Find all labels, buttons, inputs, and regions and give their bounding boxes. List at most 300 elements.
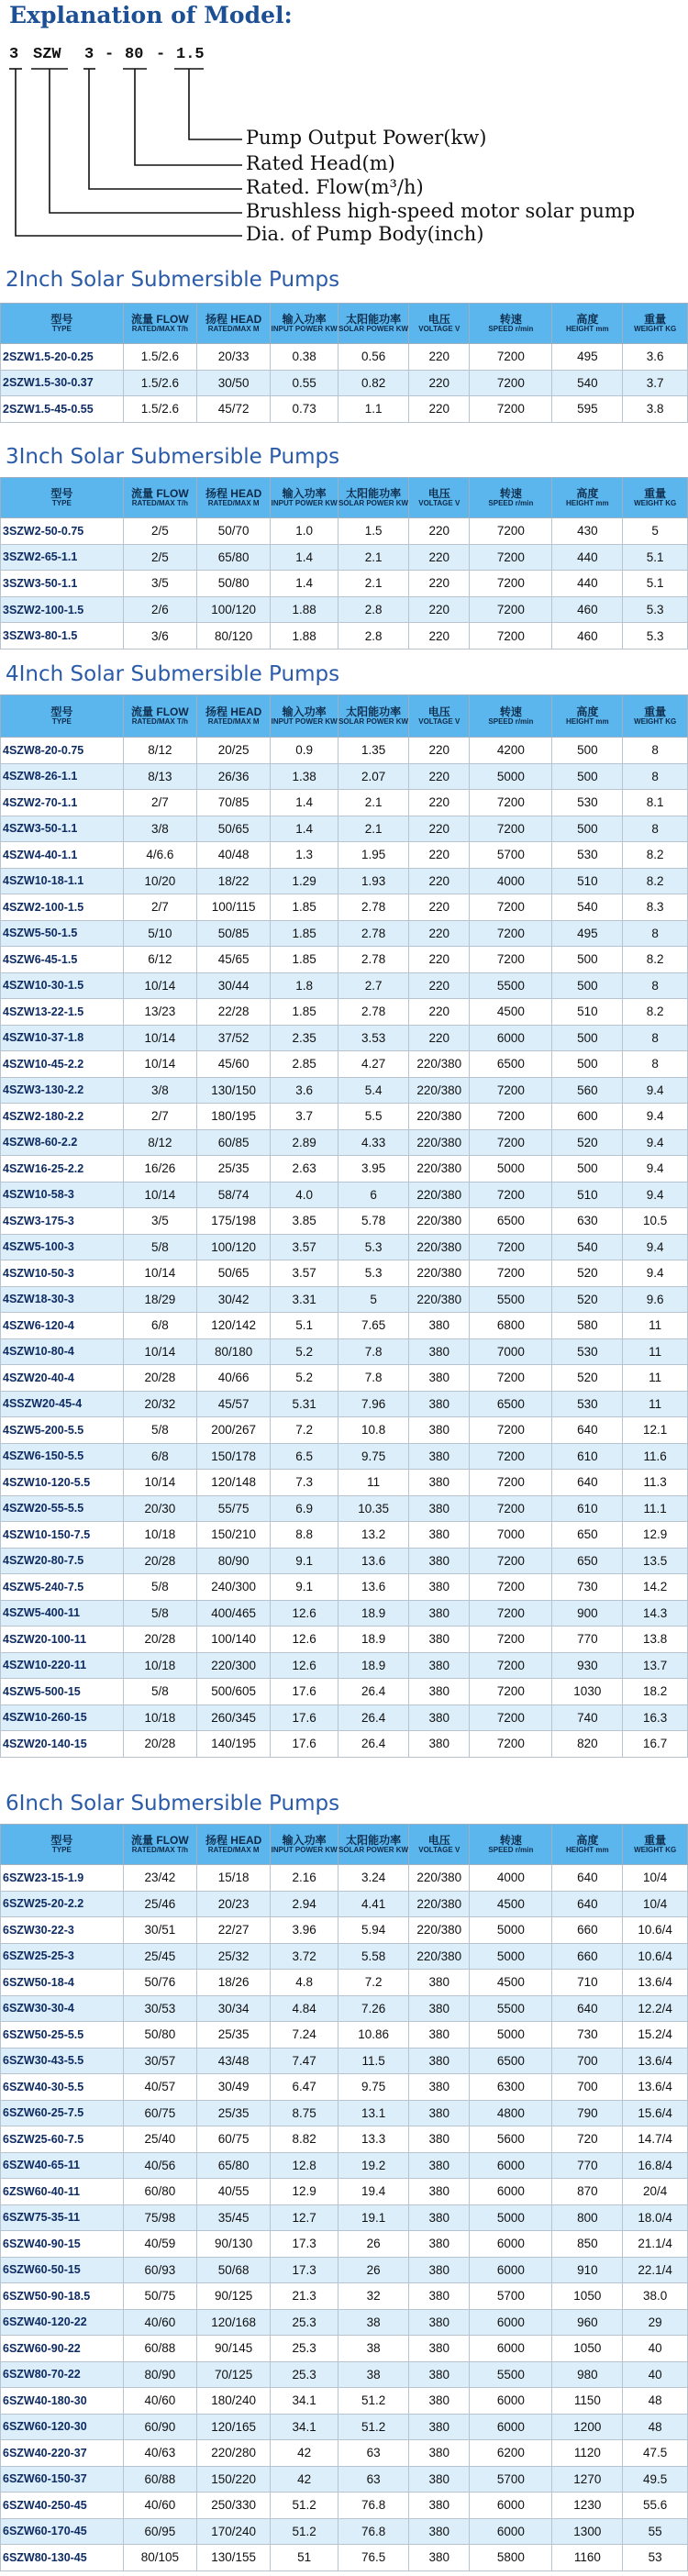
voltage-cell: 220 <box>409 816 470 842</box>
header-en-label: TYPE <box>51 716 72 726</box>
header-cn-label: 输入功率 <box>282 705 327 718</box>
solar-power-cell: 2.78 <box>338 999 409 1026</box>
flow-cell: 40/60 <box>123 2493 196 2519</box>
flow-cell: 50/76 <box>123 1970 196 1996</box>
speed-cell: 4200 <box>470 738 552 764</box>
header-cn-label: 输入功率 <box>282 1834 327 1847</box>
legend-power: Pump Output Power(kw) <box>246 127 487 149</box>
voltage-cell: 380 <box>409 2414 470 2440</box>
weight-cell: 11 <box>623 1338 688 1365</box>
table-row <box>1 2361 688 2388</box>
height-cell: 430 <box>552 518 623 545</box>
header-cn-label: 重量 <box>644 705 667 718</box>
voltage-cell: 220 <box>409 623 470 650</box>
table-row <box>1 2309 688 2336</box>
voltage-cell: 380 <box>409 2257 470 2283</box>
table-row <box>1 2126 688 2153</box>
header-cn-label: 电压 <box>427 313 450 326</box>
weight-cell: 40 <box>623 2361 688 2388</box>
height-cell: 600 <box>552 1104 623 1130</box>
head-cell: 100/120 <box>197 596 271 623</box>
head-cell: 40/48 <box>197 842 271 869</box>
input-power-cell: 2.89 <box>271 1129 338 1156</box>
column-header-flow <box>123 1825 196 1865</box>
solar-power-cell: 5.3 <box>338 1260 409 1287</box>
speed-cell: 7200 <box>470 790 552 816</box>
speed-cell: 7200 <box>470 1627 552 1653</box>
voltage-cell: 220 <box>409 763 470 790</box>
header-cn-label: 流量 FLOW <box>131 1834 189 1847</box>
height-cell: 720 <box>552 2126 623 2153</box>
speed-cell: 7200 <box>470 1365 552 1392</box>
weight-cell: 5.1 <box>623 571 688 597</box>
input-power-cell: 17.6 <box>271 1704 338 1731</box>
voltage-cell: 220/380 <box>409 1208 470 1235</box>
speed-cell: 5600 <box>470 2126 552 2153</box>
code-head: 80 <box>125 46 144 63</box>
solar-power-cell: 7.65 <box>338 1313 409 1339</box>
model-cell: 6SZW50-25-5.5 <box>1 2022 124 2049</box>
flow-cell: 10/18 <box>123 1704 196 1731</box>
height-cell: 700 <box>552 2074 623 2101</box>
input-power-cell: 0.55 <box>271 370 338 396</box>
voltage-cell: 380 <box>409 1443 470 1470</box>
input-power-cell: 3.31 <box>271 1286 338 1313</box>
column-header-voltage <box>409 1825 470 1865</box>
column-header-voltage <box>409 695 470 738</box>
speed-cell: 6000 <box>470 1025 552 1051</box>
input-power-cell: 5.31 <box>271 1391 338 1417</box>
flow-cell: 40/60 <box>123 2309 196 2336</box>
model-cell: 4SZW2-100-1.5 <box>1 894 124 921</box>
voltage-cell: 380 <box>409 2204 470 2231</box>
solar-power-cell: 3.95 <box>338 1156 409 1183</box>
column-header-input-power <box>271 695 338 738</box>
table-row <box>1 2414 688 2440</box>
speed-cell: 6000 <box>470 2309 552 2336</box>
height-cell: 1270 <box>552 2466 623 2493</box>
height-cell: 660 <box>552 1943 623 1970</box>
height-cell: 710 <box>552 1970 623 1996</box>
solar-power-cell: 38 <box>338 2309 409 2336</box>
model-cell: 4SZW5-500-15 <box>1 1679 124 1705</box>
code-dash: - <box>105 46 115 63</box>
voltage-cell: 220 <box>409 518 470 545</box>
model-cell: 6SZW40-65-11 <box>1 2152 124 2179</box>
weight-cell: 9.4 <box>623 1260 688 1287</box>
model-cell: 4SZW5-100-3 <box>1 1234 124 1260</box>
speed-cell: 7200 <box>470 947 552 973</box>
speed-cell: 4000 <box>470 1865 552 1892</box>
solar-power-cell: 13.3 <box>338 2126 409 2153</box>
solar-power-cell: 18.9 <box>338 1600 409 1627</box>
table-row <box>1 790 688 816</box>
header-cn-label: 扬程 HEAD <box>205 705 262 718</box>
column-header-type <box>1 695 124 738</box>
weight-cell: 55 <box>623 2518 688 2545</box>
model-cell: 6SZW50-90-18.5 <box>1 2283 124 2310</box>
head-cell: 120/142 <box>197 1313 271 1339</box>
table-row <box>1 1104 688 1130</box>
flow-cell: 80/90 <box>123 2361 196 2388</box>
height-cell: 520 <box>552 1129 623 1156</box>
height-cell: 1200 <box>552 2414 623 2440</box>
head-cell: 30/42 <box>197 1286 271 1313</box>
solar-power-cell: 26 <box>338 2231 409 2258</box>
column-header-type <box>1 478 124 518</box>
head-cell: 65/80 <box>197 544 271 571</box>
solar-power-cell: 26.4 <box>338 1704 409 1731</box>
input-power-cell: 3.6 <box>271 1077 338 1104</box>
table-row <box>1 2231 688 2258</box>
head-cell: 140/195 <box>197 1731 271 1758</box>
table-row <box>1 1443 688 1470</box>
solar-power-cell: 10.86 <box>338 2022 409 2049</box>
head-cell: 70/125 <box>197 2361 271 2388</box>
weight-cell: 12.1 <box>623 1417 688 1444</box>
table-row <box>1 1704 688 1731</box>
input-power-cell: 4.8 <box>271 1970 338 1996</box>
head-cell: 100/140 <box>197 1627 271 1653</box>
model-cell: 4SZW20-140-15 <box>1 1731 124 1758</box>
weight-cell: 9.6 <box>623 1286 688 1313</box>
voltage-cell: 380 <box>409 1391 470 1417</box>
flow-cell: 5/8 <box>123 1234 196 1260</box>
solar-power-cell: 13.6 <box>338 1574 409 1601</box>
header-en-label: TYPE <box>51 498 72 507</box>
height-cell: 980 <box>552 2361 623 2388</box>
header-en-label: RATED/MAX M <box>207 1845 260 1854</box>
flow-cell: 5/8 <box>123 1600 196 1627</box>
speed-cell: 7000 <box>470 1522 552 1549</box>
head-cell: 40/66 <box>197 1365 271 1392</box>
flow-cell: 20/28 <box>123 1365 196 1392</box>
input-power-cell: 42 <box>271 2466 338 2493</box>
header-cn-label: 型号 <box>50 313 73 326</box>
header-cn-label: 高度 <box>576 313 599 326</box>
section-title: 4Inch Solar Submersible Pumps <box>6 662 340 686</box>
speed-cell: 7200 <box>470 544 552 571</box>
input-power-cell: 17.3 <box>271 2257 338 2283</box>
voltage-cell: 380 <box>409 2126 470 2153</box>
input-power-cell: 1.4 <box>271 790 338 816</box>
flow-cell: 20/28 <box>123 1548 196 1574</box>
flow-cell: 10/18 <box>123 1522 196 1549</box>
voltage-cell: 380 <box>409 2466 470 2493</box>
flow-cell: 40/57 <box>123 2074 196 2101</box>
input-power-cell: 3.7 <box>271 1104 338 1130</box>
header-cn-label: 高度 <box>576 705 599 718</box>
flow-cell: 60/90 <box>123 2414 196 2440</box>
header-cn-label: 电压 <box>427 1834 450 1847</box>
flow-cell: 40/59 <box>123 2231 196 2258</box>
header-en-label: HEIGHT mm <box>565 1845 609 1854</box>
solar-power-cell: 2.78 <box>338 920 409 947</box>
voltage-cell: 220/380 <box>409 1943 470 1970</box>
height-cell: 540 <box>552 370 623 396</box>
flow-cell: 80/105 <box>123 2545 196 2571</box>
table-row <box>1 2518 688 2545</box>
model-cell: 4SZW3-50-1.1 <box>1 816 124 842</box>
voltage-cell: 380 <box>409 1627 470 1653</box>
model-cell: 4SZW3-130-2.2 <box>1 1077 124 1104</box>
input-power-cell: 8.8 <box>271 1522 338 1549</box>
solar-power-cell: 32 <box>338 2283 409 2310</box>
column-header-height <box>552 695 623 738</box>
table-row <box>1 1286 688 1313</box>
input-power-cell: 1.38 <box>271 763 338 790</box>
speed-cell: 5000 <box>470 763 552 790</box>
weight-cell: 3.6 <box>623 344 688 371</box>
speed-cell: 5500 <box>470 1286 552 1313</box>
weight-cell: 49.5 <box>623 2466 688 2493</box>
table-row <box>1 1574 688 1601</box>
table-row <box>1 1995 688 2022</box>
speed-cell: 7000 <box>470 1338 552 1365</box>
model-cell: 6SZW30-22-3 <box>1 1917 124 1944</box>
table-row <box>1 2336 688 2362</box>
height-cell: 530 <box>552 790 623 816</box>
speed-cell: 7200 <box>470 518 552 545</box>
weight-cell: 13.5 <box>623 1548 688 1574</box>
height-cell: 595 <box>552 396 623 423</box>
column-header-voltage <box>409 304 470 344</box>
model-cell: 6SZW25-60-7.5 <box>1 2126 124 2153</box>
table-row <box>1 920 688 947</box>
speed-cell: 5500 <box>470 1995 552 2022</box>
model-cell: 6SZW75-35-11 <box>1 2204 124 2231</box>
section-title: 2Inch Solar Submersible Pumps <box>6 268 340 292</box>
column-header-head <box>197 1825 271 1865</box>
height-cell: 530 <box>552 842 623 869</box>
speed-cell: 7200 <box>470 1417 552 1444</box>
table-row <box>1 596 688 623</box>
speed-cell: 7200 <box>470 623 552 650</box>
input-power-cell: 42 <box>271 2440 338 2467</box>
voltage-cell: 220 <box>409 947 470 973</box>
input-power-cell: 17.6 <box>271 1731 338 1758</box>
solar-power-cell: 19.1 <box>338 2204 409 2231</box>
model-cell: 4SZW10-30-1.5 <box>1 972 124 999</box>
header-en-label: INPUT POWER KW <box>271 716 338 726</box>
input-power-cell: 9.1 <box>271 1574 338 1601</box>
speed-cell: 6000 <box>470 2493 552 2519</box>
solar-power-cell: 10.35 <box>338 1495 409 1522</box>
code-series: SZW <box>33 46 61 63</box>
solar-power-cell: 18.9 <box>338 1627 409 1653</box>
speed-cell: 5700 <box>470 2283 552 2310</box>
table-row <box>1 1156 688 1183</box>
model-cell: 4SZW10-18-1.1 <box>1 868 124 894</box>
speed-cell: 6000 <box>470 2518 552 2545</box>
solar-power-cell: 38 <box>338 2336 409 2362</box>
speed-cell: 7200 <box>470 1679 552 1705</box>
header-en-label: RATED/MAX M <box>207 498 260 507</box>
height-cell: 770 <box>552 2152 623 2179</box>
solar-power-cell: 5.78 <box>338 1208 409 1235</box>
weight-cell: 8.2 <box>623 999 688 1026</box>
speed-cell: 6200 <box>470 2440 552 2467</box>
table-row <box>1 544 688 571</box>
legend-flow: Rated. Flow(m³/h) <box>246 176 424 198</box>
input-power-cell: 3.57 <box>271 1234 338 1260</box>
speed-cell: 5000 <box>470 1943 552 1970</box>
table-row <box>1 344 688 371</box>
input-power-cell: 12.6 <box>271 1627 338 1653</box>
flow-cell: 60/75 <box>123 2100 196 2126</box>
input-power-cell: 0.73 <box>271 396 338 423</box>
table-row <box>1 842 688 869</box>
weight-cell: 8 <box>623 816 688 842</box>
weight-cell: 11 <box>623 1365 688 1392</box>
voltage-cell: 220/380 <box>409 1182 470 1208</box>
weight-cell: 10.6/4 <box>623 1943 688 1970</box>
header-cn-label: 流量 FLOW <box>131 705 189 718</box>
table-row <box>1 1600 688 1627</box>
voltage-cell: 380 <box>409 1495 470 1522</box>
input-power-cell: 1.4 <box>271 571 338 597</box>
speed-cell: 7200 <box>470 344 552 371</box>
speed-cell: 7200 <box>470 370 552 396</box>
flow-cell: 23/42 <box>123 1865 196 1892</box>
table-row <box>1 1495 688 1522</box>
solar-power-cell: 9.75 <box>338 1443 409 1470</box>
head-cell: 35/45 <box>197 2204 271 2231</box>
column-header-solar-power <box>338 304 409 344</box>
speed-cell: 5500 <box>470 972 552 999</box>
weight-cell: 48 <box>623 2414 688 2440</box>
solar-power-cell: 4.41 <box>338 1891 409 1917</box>
head-cell: 20/23 <box>197 1891 271 1917</box>
solar-power-cell: 10.8 <box>338 1417 409 1444</box>
head-cell: 20/33 <box>197 344 271 371</box>
table-row <box>1 1313 688 1339</box>
flow-cell: 8/13 <box>123 763 196 790</box>
input-power-cell: 1.85 <box>271 999 338 1026</box>
model-cell: 4SZW10-45-2.2 <box>1 1051 124 1078</box>
input-power-cell: 6.47 <box>271 2074 338 2101</box>
header-cn-label: 型号 <box>50 487 73 500</box>
solar-power-cell: 51.2 <box>338 2414 409 2440</box>
height-cell: 740 <box>552 1704 623 1731</box>
solar-power-cell: 6 <box>338 1182 409 1208</box>
model-cell: 3SZW2-65-1.1 <box>1 544 124 571</box>
weight-cell: 13.6/4 <box>623 2074 688 2101</box>
flow-cell: 5/8 <box>123 1679 196 1705</box>
legend-diameter: Dia. of Pump Body(inch) <box>246 223 484 245</box>
solar-power-cell: 13.1 <box>338 2100 409 2126</box>
flow-cell: 50/75 <box>123 2283 196 2310</box>
table-row <box>1 1208 688 1235</box>
model-cell: 4SZW5-240-7.5 <box>1 1574 124 1601</box>
height-cell: 530 <box>552 1391 623 1417</box>
weight-cell: 21.1/4 <box>623 2231 688 2258</box>
table-row <box>1 1182 688 1208</box>
flow-cell: 3/5 <box>123 571 196 597</box>
flow-cell: 30/51 <box>123 1917 196 1944</box>
speed-cell: 6000 <box>470 2414 552 2440</box>
input-power-cell: 3.57 <box>271 1260 338 1287</box>
height-cell: 1030 <box>552 1679 623 1705</box>
voltage-cell: 220 <box>409 842 470 869</box>
voltage-cell: 220 <box>409 972 470 999</box>
weight-cell: 10.5 <box>623 1208 688 1235</box>
head-cell: 100/115 <box>197 894 271 921</box>
pump-spec-table <box>0 303 688 423</box>
voltage-cell: 380 <box>409 2309 470 2336</box>
input-power-cell: 4.0 <box>271 1182 338 1208</box>
height-cell: 460 <box>552 623 623 650</box>
voltage-cell: 380 <box>409 1995 470 2022</box>
model-cell: 6SZW80-130-45 <box>1 2545 124 2571</box>
column-header-solar-power <box>338 478 409 518</box>
section-title: 3Inch Solar Submersible Pumps <box>6 445 340 469</box>
solar-power-cell: 5.4 <box>338 1077 409 1104</box>
height-cell: 640 <box>552 1865 623 1892</box>
table-row <box>1 894 688 921</box>
height-cell: 660 <box>552 1917 623 1944</box>
header-en-label: SOLAR POWER KW <box>338 1845 409 1854</box>
header-en-label: INPUT POWER KW <box>271 324 338 333</box>
model-cell: 6SZW30-43-5.5 <box>1 2048 124 2074</box>
weight-cell: 8 <box>623 972 688 999</box>
voltage-cell: 380 <box>409 1600 470 1627</box>
height-cell: 520 <box>552 1286 623 1313</box>
flow-cell: 10/14 <box>123 1260 196 1287</box>
header-en-label: RATED/MAX M <box>207 716 260 726</box>
head-cell: 25/35 <box>197 2100 271 2126</box>
model-cell: 4SZW10-37-1.8 <box>1 1025 124 1051</box>
flow-cell: 60/95 <box>123 2518 196 2545</box>
solar-power-cell: 76.5 <box>338 2545 409 2571</box>
weight-cell: 10/4 <box>623 1865 688 1892</box>
height-cell: 495 <box>552 344 623 371</box>
head-cell: 50/85 <box>197 920 271 947</box>
model-cell: 3SZW2-100-1.5 <box>1 596 124 623</box>
input-power-cell: 51 <box>271 2545 338 2571</box>
model-cell: 4SZW16-25-2.2 <box>1 1156 124 1183</box>
head-cell: 200/267 <box>197 1417 271 1444</box>
table-row <box>1 1548 688 1574</box>
flow-cell: 60/93 <box>123 2257 196 2283</box>
table-row <box>1 947 688 973</box>
weight-cell: 8.1 <box>623 790 688 816</box>
solar-power-cell: 2.07 <box>338 763 409 790</box>
weight-cell: 5.3 <box>623 623 688 650</box>
input-power-cell: 4.84 <box>271 1995 338 2022</box>
table-row <box>1 1627 688 1653</box>
pump-spec-table <box>0 694 688 1758</box>
voltage-cell: 220 <box>409 370 470 396</box>
weight-cell: 10/4 <box>623 1891 688 1917</box>
model-cell: 4SZW10-150-7.5 <box>1 1522 124 1549</box>
flow-cell: 16/26 <box>123 1156 196 1183</box>
weight-cell: 48 <box>623 2388 688 2415</box>
weight-cell: 16.8/4 <box>623 2152 688 2179</box>
head-cell: 80/180 <box>197 1338 271 1365</box>
speed-cell: 7200 <box>470 920 552 947</box>
flow-cell: 5/8 <box>123 1574 196 1601</box>
speed-cell: 4800 <box>470 2100 552 2126</box>
flow-cell: 50/80 <box>123 2022 196 2049</box>
speed-cell: 7200 <box>470 1652 552 1679</box>
solar-power-cell: 2.78 <box>338 894 409 921</box>
weight-cell: 11.1 <box>623 1495 688 1522</box>
height-cell: 460 <box>552 596 623 623</box>
header-cn-label: 太阳能功率 <box>346 313 402 326</box>
height-cell: 640 <box>552 1995 623 2022</box>
height-cell: 500 <box>552 763 623 790</box>
